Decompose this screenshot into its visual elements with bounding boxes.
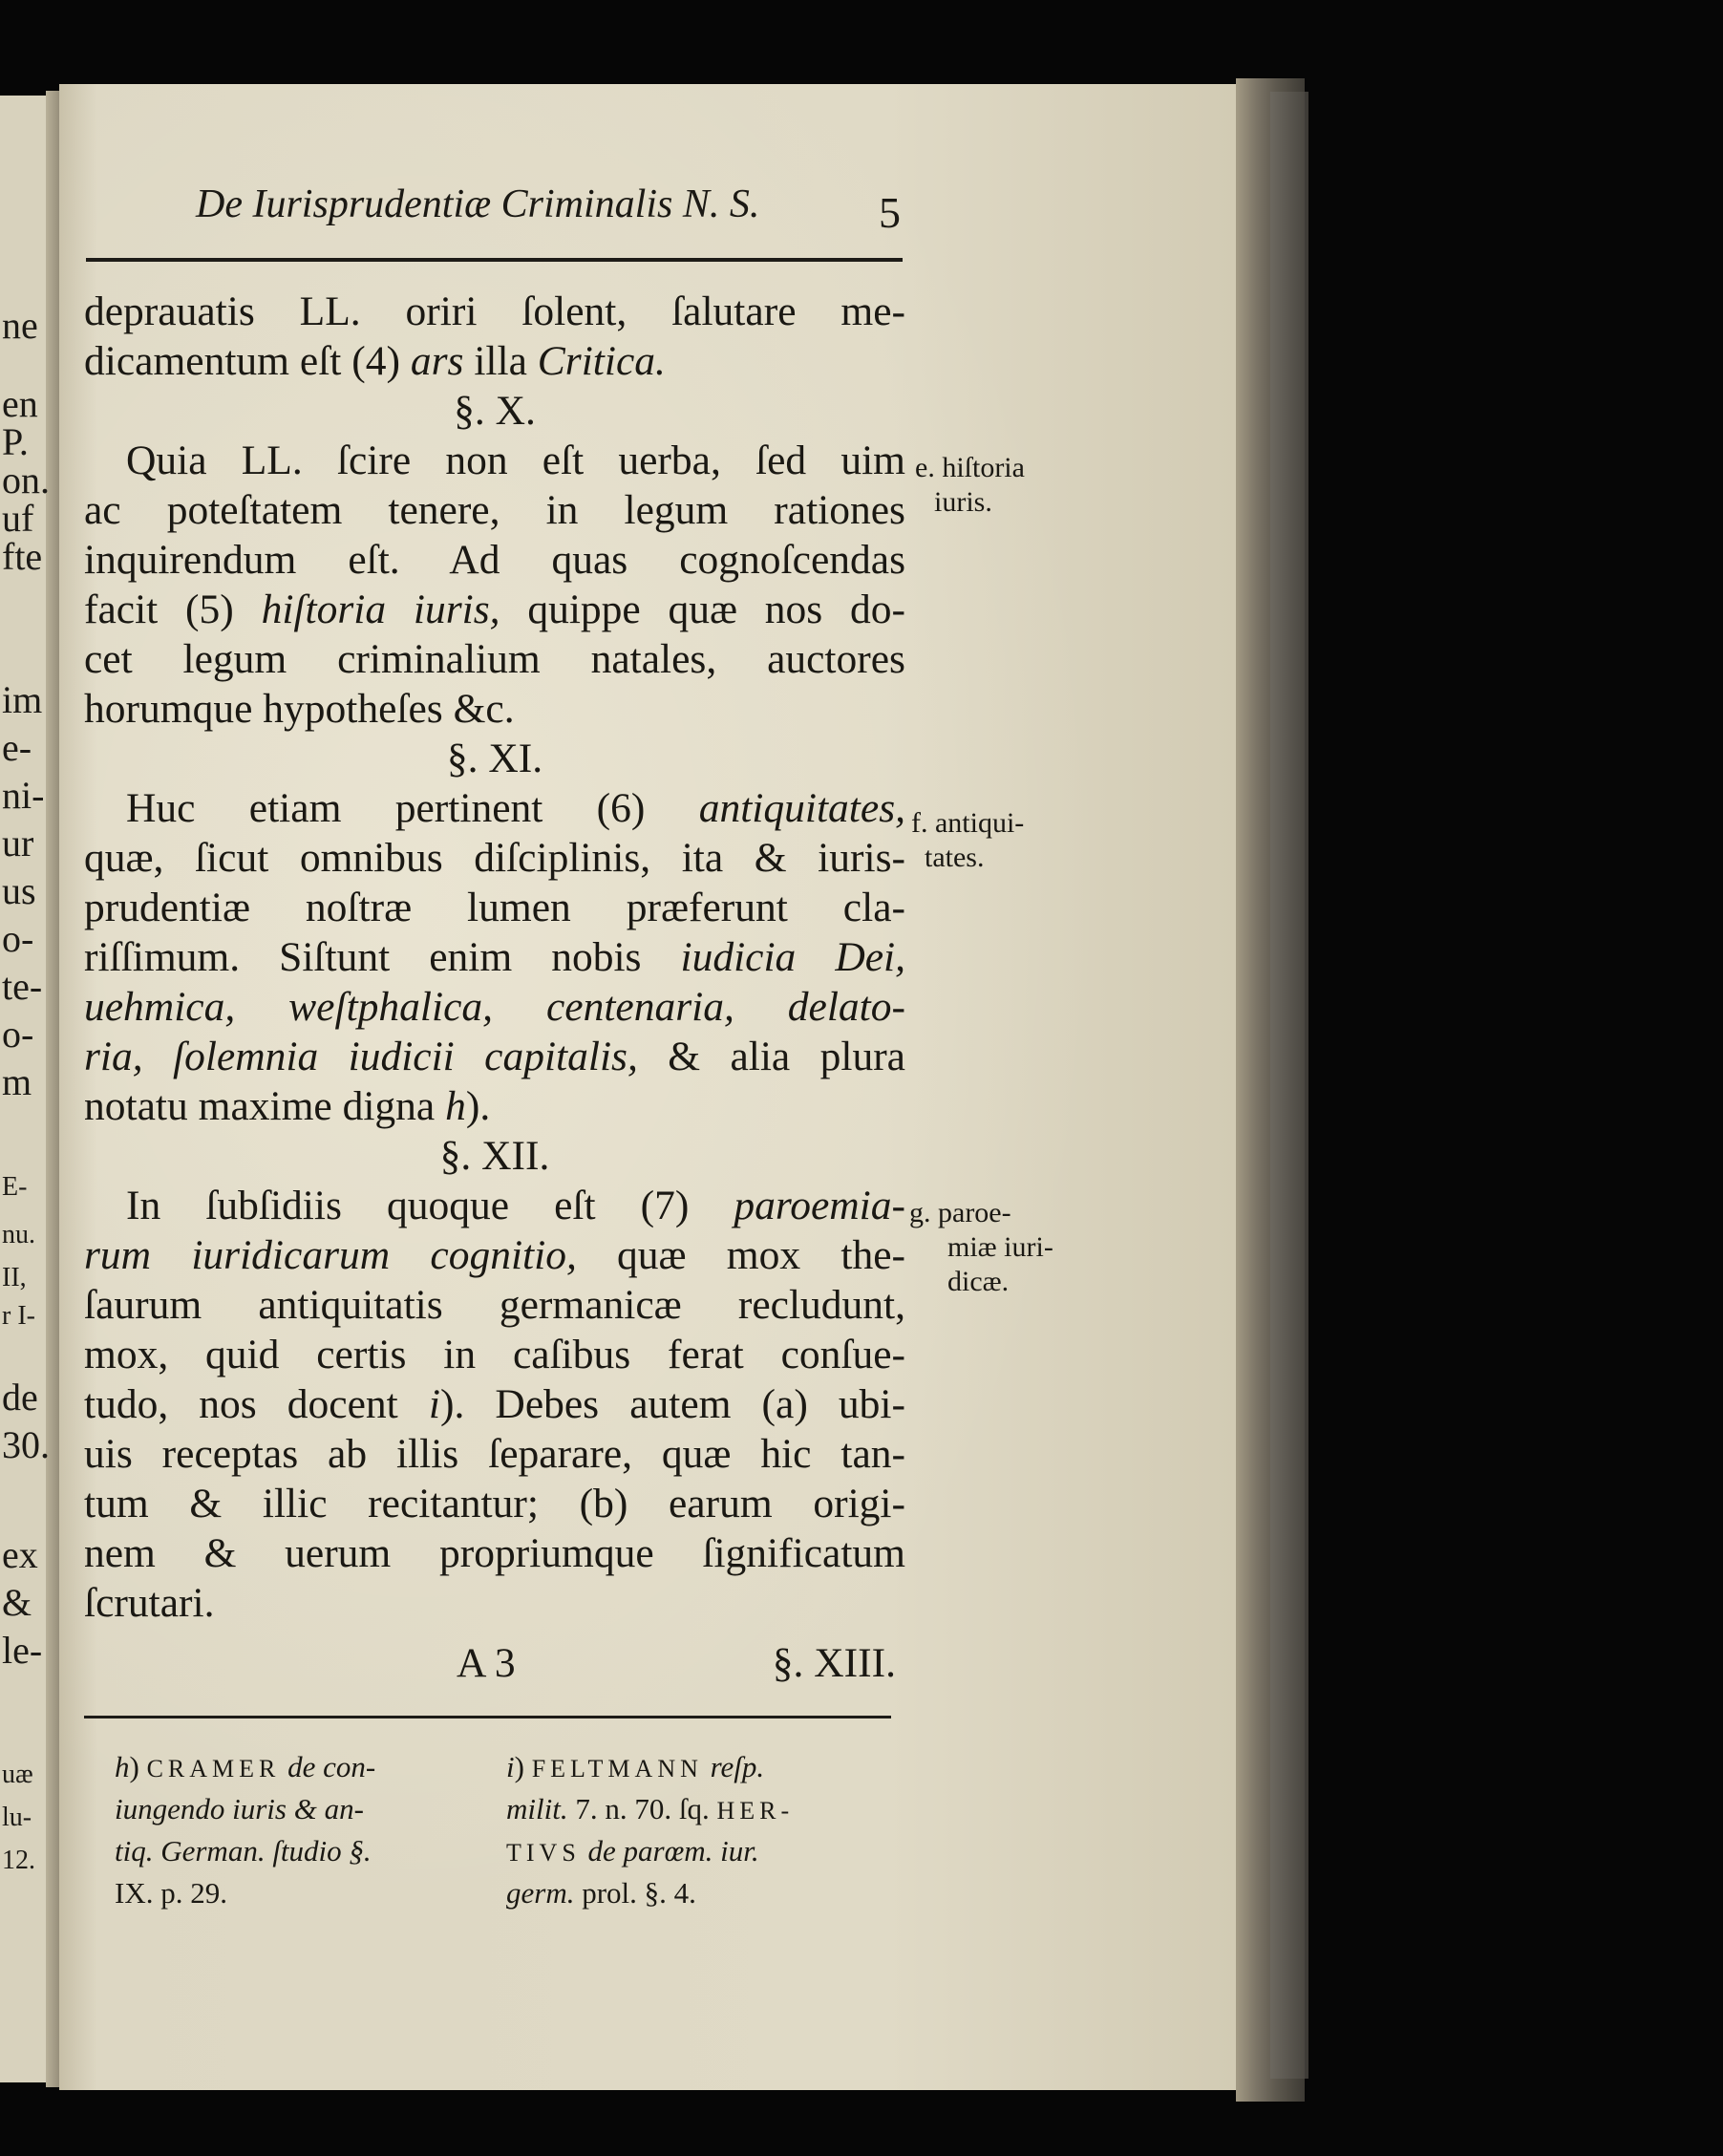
- footnote-segment: [581, 1834, 588, 1868]
- text-line: [84, 1230, 905, 1280]
- text-segment: ars: [410, 338, 464, 384]
- section-heading: [84, 734, 905, 783]
- text-segment: §. X.: [454, 388, 536, 434]
- footnote-segment: ): [129, 1750, 147, 1783]
- text-segment: riſſimum. Siſtunt enim nobis: [84, 934, 681, 980]
- text-line: [84, 1528, 905, 1578]
- text-line: [84, 485, 905, 535]
- page-number: 5: [879, 188, 901, 237]
- left-page-fragment: o-: [2, 917, 34, 960]
- text-segment: ac poteſtatem tenere, in legum rationes: [84, 487, 905, 533]
- footnote-segment: ): [514, 1750, 532, 1783]
- text-segment: tum & illic recitantur; (b) earum origi-: [84, 1481, 905, 1526]
- left-page-fragment: ex: [2, 1533, 38, 1576]
- footnote-segment: de con-: [287, 1750, 376, 1783]
- text-segment: quæ, ſicut omnibus diſciplinis, ita & iuris-: [84, 835, 905, 881]
- text-segment: inquirendum eſt. Ad quas cognoſcendas: [84, 537, 905, 583]
- left-page-fragment: 12.: [2, 1846, 35, 1875]
- left-page-fragment: P.: [2, 420, 29, 463]
- footnote-segment: HER-: [716, 1797, 795, 1825]
- text-line: [84, 684, 905, 734]
- text-line: [84, 287, 905, 336]
- left-page-fragment: de: [2, 1376, 38, 1419]
- left-page-fragment: II,: [2, 1263, 27, 1292]
- footnote-segment: [703, 1750, 711, 1783]
- text-segment: rum iuridicarum cognitio,: [84, 1232, 577, 1278]
- text-line: [84, 1280, 905, 1330]
- section-heading: [84, 386, 905, 436]
- left-page-fragment: us: [2, 869, 36, 912]
- text-segment: illa: [463, 338, 538, 384]
- left-page-fragment: lu-: [2, 1803, 32, 1832]
- text-line: [84, 1032, 905, 1081]
- left-page-fragment: ni-: [2, 774, 45, 817]
- margin-note-line: miæ iuri-: [947, 1231, 1053, 1263]
- text-segment: quæ mox the-: [576, 1232, 905, 1278]
- text-line: [84, 1379, 905, 1429]
- text-segment: antiquitates,: [698, 785, 905, 831]
- margin-note-line: g. paroe-: [909, 1197, 1011, 1228]
- signature-line: [84, 1639, 896, 1697]
- left-page-fragment: te-: [2, 965, 43, 1008]
- left-page-fragment: r I-: [2, 1301, 35, 1331]
- text-segment: Huc etiam pertinent (6): [126, 785, 699, 831]
- text-segment: quippe quæ nos do-: [500, 587, 905, 632]
- footnote-line: [506, 1746, 888, 1788]
- text-segment: notatu maxime digna: [84, 1083, 446, 1129]
- text-segment: iudicia Dei,: [680, 934, 905, 980]
- text-line: [84, 932, 905, 982]
- footnote-segment: FELTMANN: [531, 1755, 703, 1782]
- left-page-fragment: uæ: [2, 1760, 33, 1789]
- margin-note-f: [911, 806, 1024, 875]
- footnote-segment: 7. n. 70. ſq.: [567, 1792, 717, 1825]
- left-page-fragment: uf: [2, 497, 34, 540]
- text-segment: ria, ſolemnia iudicii capitalis,: [84, 1034, 638, 1079]
- text-segment: uis receptas ab illis ſeparare, quæ hic tan-: [84, 1431, 905, 1477]
- footnote-segment: [280, 1750, 287, 1783]
- running-title: De Iurisprudentiæ Criminalis N. S.: [196, 182, 760, 226]
- left-page-fragment: ur: [2, 822, 34, 865]
- text-segment: prudentiæ noſtræ lumen præferunt cla-: [84, 885, 905, 930]
- text-segment: mox, quid certis in caſibus ferat conſue-: [84, 1332, 905, 1377]
- left-page-fragment: m: [2, 1060, 32, 1103]
- text-segment: ). Debes autem (a) ubi-: [439, 1381, 905, 1427]
- text-line: [84, 585, 905, 634]
- text-segment: §. XI.: [446, 736, 543, 781]
- left-page-fragment: nu.: [2, 1220, 35, 1249]
- margin-note-e: [915, 451, 1025, 520]
- text-segment: ſcrutari.: [84, 1580, 215, 1626]
- footnote-segment: reſp.: [710, 1750, 765, 1783]
- text-line: [84, 1081, 905, 1131]
- text-line: [84, 783, 905, 833]
- left-page-fragment: fte: [2, 535, 43, 578]
- text-segment: In ſubſidiis quoque eſt (7): [126, 1183, 734, 1228]
- footnote-segment: germ.: [506, 1876, 575, 1910]
- footnote-line: [506, 1788, 888, 1830]
- text-line: [84, 336, 905, 386]
- footnote-line: [506, 1872, 888, 1914]
- text-line: [84, 1479, 905, 1528]
- text-line: [84, 1578, 905, 1628]
- footnote-line: [115, 1746, 497, 1788]
- text-segment: Critica.: [537, 338, 666, 384]
- margin-note-g: [909, 1196, 1053, 1299]
- text-line: [84, 1330, 905, 1379]
- margin-note-line: dicæ.: [947, 1266, 1010, 1297]
- text-segment: deprauatis LL. oriri ſolent, ſalutare me-: [84, 288, 905, 334]
- left-page-fragment: le-: [2, 1629, 43, 1672]
- footnote-line: [115, 1872, 497, 1914]
- section-heading: [84, 1131, 905, 1181]
- text-segment: horumque hypotheſes &c.: [84, 686, 515, 732]
- header-rule: [86, 258, 903, 262]
- left-page-fragment: en: [2, 382, 38, 425]
- left-page-fragment: on.: [2, 459, 50, 502]
- text-line: [84, 436, 905, 485]
- catchword: §. XIII.: [772, 1640, 896, 1686]
- footnote-segment: iungendo iuris & an-: [115, 1792, 364, 1825]
- footnote-line: [115, 1788, 497, 1830]
- text-segment: hiſtoria iuris,: [261, 587, 500, 632]
- margin-note-line: tates.: [925, 842, 985, 873]
- footnote-segment: CRAMER: [146, 1755, 281, 1782]
- text-segment: dicamentum eſt (4): [84, 338, 411, 384]
- footnote-segment: TIVS: [506, 1839, 581, 1867]
- footnote-h: [115, 1746, 497, 1914]
- left-page-fragment: E-: [2, 1172, 28, 1202]
- footnote-segment: prol. §. 4.: [574, 1876, 696, 1910]
- margin-note-line: f. antiqui-: [911, 807, 1025, 839]
- left-page-fragment: e-: [2, 726, 32, 769]
- left-page-fragment: &: [2, 1581, 32, 1624]
- text-line: [84, 634, 905, 684]
- text-line: [84, 1181, 905, 1230]
- text-segment: facit (5): [84, 587, 262, 632]
- text-segment: Quia LL. ſcire non eſt uerba, ſed uim: [126, 438, 905, 483]
- text-line: [84, 1429, 905, 1479]
- text-segment: ).: [465, 1083, 491, 1129]
- text-line: [84, 833, 905, 883]
- text-segment: uehmica, weſtphalica, centenaria, delato-: [84, 984, 905, 1030]
- text-segment: paroemia-: [734, 1183, 905, 1228]
- footnote-segment: h: [115, 1750, 130, 1783]
- text-segment: i: [428, 1381, 440, 1427]
- left-page-fragment: 30.: [2, 1423, 50, 1466]
- book-cover-edge: [1270, 92, 1308, 2079]
- left-page-fragment: im: [2, 678, 43, 721]
- footnote-i: [506, 1746, 888, 1914]
- left-page-fragment: ne: [2, 304, 38, 347]
- footnote-segment: de parœm. iur.: [587, 1834, 759, 1868]
- footnote-segment: IX. p. 29.: [115, 1876, 227, 1910]
- text-segment: nem & uerum propriumque ſignificatum: [84, 1530, 905, 1576]
- text-segment: cet legum criminalium natales, auctores: [84, 636, 905, 682]
- main-text: [84, 287, 905, 1628]
- text-segment: §. XII.: [439, 1133, 550, 1179]
- text-segment: ſaurum antiquitatis germanicæ recludunt,: [84, 1282, 905, 1328]
- signature-mark: A 3: [457, 1640, 516, 1686]
- footnote-segment: tiq. German. ſtudio §.: [115, 1834, 372, 1868]
- text-line: [84, 982, 905, 1032]
- text-line: [84, 883, 905, 932]
- margin-note-line: e. hiſtoria: [915, 452, 1025, 483]
- footnote-rule: [84, 1716, 891, 1718]
- left-page-fragment: o-: [2, 1013, 34, 1056]
- footnote-segment: i: [506, 1750, 515, 1783]
- text-segment: tudo, nos docent: [84, 1381, 429, 1427]
- text-segment: h: [445, 1083, 466, 1129]
- footnote-line: [506, 1830, 888, 1872]
- margin-note-line: iuris.: [934, 486, 992, 518]
- footnote-line: [115, 1830, 497, 1872]
- footnote-segment: milit.: [506, 1792, 568, 1825]
- text-segment: & alia plura: [637, 1034, 905, 1079]
- text-line: [84, 535, 905, 585]
